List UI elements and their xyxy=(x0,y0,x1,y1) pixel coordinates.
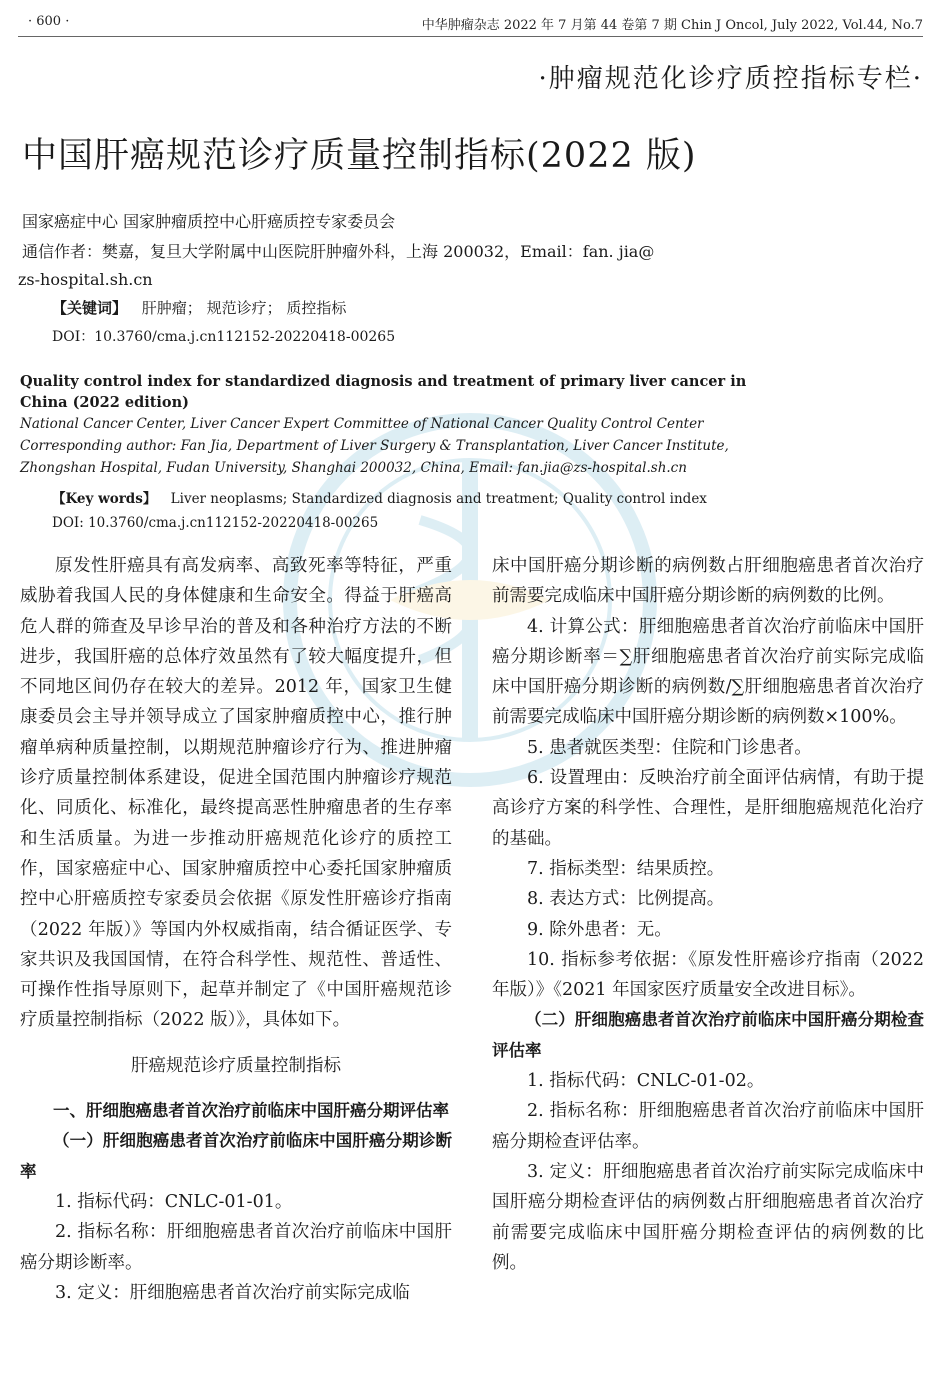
item-expression: 8. 表达方式：比例提高。 xyxy=(527,889,725,910)
corresponding-author: 通信作者：樊嘉，复旦大学附属中山医院肝肿瘤外科，上海 200032，Email：fan. jia@ xyxy=(22,242,655,261)
english-corresponding-author-address: Zhongshan Hospital, Fudan University, Shanghai 200032, China, Email: fan.jia@zs-hospital.sh.cn xyxy=(20,460,687,476)
item-exclusion: 9. 除外患者：无。 xyxy=(527,919,672,940)
body-column-left xyxy=(20,551,452,1308)
body-column-right xyxy=(492,551,924,1278)
keywords-text: 肝肿瘤； 规范诊疗； 质控指标 xyxy=(141,299,347,317)
item2-name: 2. 指标名称：肝细胞癌患者首次治疗前临床中国肝癌分期检查评估率。 xyxy=(492,1101,924,1152)
english-corresponding-author: Corresponding author: Fan Jia, Department of Liver Surgery & Transplantation, Liver Cancer Institute, xyxy=(20,438,729,454)
heading-1-2: （二）肝细胞癌患者首次治疗前临床中国肝癌分期检查评估率 xyxy=(492,1010,924,1060)
section-title: 肝癌规范诊疗质量控制指标 xyxy=(131,1055,341,1076)
item-index-type: 7. 指标类型：结果质控。 xyxy=(527,858,725,879)
english-title: Quality control index for standardized diagnosis and treatment of primary liver cancer in China (2022 edition) xyxy=(20,373,747,411)
english-keywords-label: 【Key words】 xyxy=(52,491,157,507)
item2-code: 1. 指标代码：CNLC-01-02。 xyxy=(527,1071,765,1092)
column-title: ·肿瘤规范化诊疗质控指标专栏· xyxy=(538,64,923,94)
corresponding-author-email-tail: zs-hospital.sh.cn xyxy=(18,270,153,289)
english-organization: National Cancer Center, Liver Cancer Expert Committee of National Cancer Quality Control Center xyxy=(20,416,704,432)
header-divider xyxy=(18,36,923,37)
english-doi: DOI: 10.3760/cma.j.cn112152-20220418-00265 xyxy=(52,515,379,531)
item-definition: 3. 定义：肝细胞癌患者首次治疗前实际完成临 xyxy=(55,1282,410,1303)
item-patient-type: 5. 患者就医类型：住院和门诊患者。 xyxy=(527,737,812,758)
item-name: 2. 指标名称：肝细胞癌患者首次治疗前临床中国肝癌分期诊断率。 xyxy=(20,1222,452,1273)
page-number: · 600 · xyxy=(28,14,70,29)
english-keywords-text: Liver neoplasms; Standardized diagnosis and treatment; Quality control index xyxy=(170,491,707,507)
item-code: 1. 指标代码：CNLC-01-01。 xyxy=(55,1191,293,1212)
item-formula: 4. 计算公式：肝细胞癌患者首次治疗前临床中国肝癌分期诊断率＝∑肝细胞癌患者首次治疗前实际完成临床中国肝癌分期诊断的病例数/∑肝细胞癌患者首次治疗前需要完成临床中国肝癌分期诊断的病例数×100%。 xyxy=(492,616,924,728)
journal-running-head: 中华肿瘤杂志 2022 年 7 月第 44 卷第 7 期 Chin J Oncol, July 2022, Vol.44, No.7 xyxy=(421,18,923,33)
article-title: 中国肝癌规范诊疗质量控制指标(2022 版) xyxy=(22,136,697,176)
english-keywords xyxy=(52,487,707,507)
item-rationale: 6. 设置理由：反映治疗前全面评估病情，有助于提高诊疗方案的科学性、合理性，是肝细胞癌规范化治疗的基础。 xyxy=(492,768,924,849)
intro-paragraph: 原发性肝癌具有高发病率、高致死率等特征，严重威胁着我国人民的身体健康和生命安全。得益于肝癌高危人群的筛查及早诊早治的普及和各种治疗方法的不断进步，我国肝癌的总体疗效虽然有了较大幅度提升，但不同地区间仍存在较大的差异。2012 年，国家卫生健康委员会主导并领导成立了国家肿瘤质控中心，推行肿瘤单病种质量控制，以期规范肿瘤诊疗行为、推进肿瘤诊疗质量控制体系建设，促进全国范围内肿瘤诊疗规范化、同质化、标准化，最终提高恶性肿瘤患者的生存率和生活质量。为进一步推动肝癌规范化诊疗的质控工作，国家癌症中心、国家肿瘤质控中心委托国家肿瘤质控中心肝癌质控专家委员会依据《原发性肝癌诊疗指南（2022 年版）》等国内外权威指南，结合循证医学、专家共识及我国国情，在符合科学性、规范性、普适性、可操作性指导原则下，起草并制定了《中国肝癌规范诊疗质量控制指标（2022 版）》，具体如下。 xyxy=(20,556,452,1031)
keywords xyxy=(52,297,346,318)
author-organization: 国家癌症中心 国家肿瘤质控中心肝癌质控专家委员会 xyxy=(22,212,396,231)
doi: DOI：10.3760/cma.j.cn112152-20220418-00265 xyxy=(52,329,396,345)
item-reference: 10. 指标参考依据：《原发性肝癌诊疗指南（2022 年版）》《2021 年国家医疗质量安全改进目标》。 xyxy=(492,949,924,1001)
heading-1-1: （一）肝细胞癌患者首次治疗前临床中国肝癌分期诊断率 xyxy=(20,1131,452,1181)
heading-1: 一、肝细胞癌患者首次治疗前临床中国肝癌分期评估率 xyxy=(53,1101,449,1121)
keywords-label: 【关键词】 xyxy=(52,299,128,317)
definition-continued: 床中国肝癌分期诊断的病例数占肝细胞癌患者首次治疗前需要完成临床中国肝癌分期诊断的病例数的比例。 xyxy=(492,556,924,607)
item2-definition: 3. 定义：肝细胞癌患者首次治疗前实际完成临床中国肝癌分期检查评估的病例数占肝细胞癌患者首次治疗前需要完成临床中国肝癌分期检查评估的病例数的比例。 xyxy=(492,1161,924,1273)
